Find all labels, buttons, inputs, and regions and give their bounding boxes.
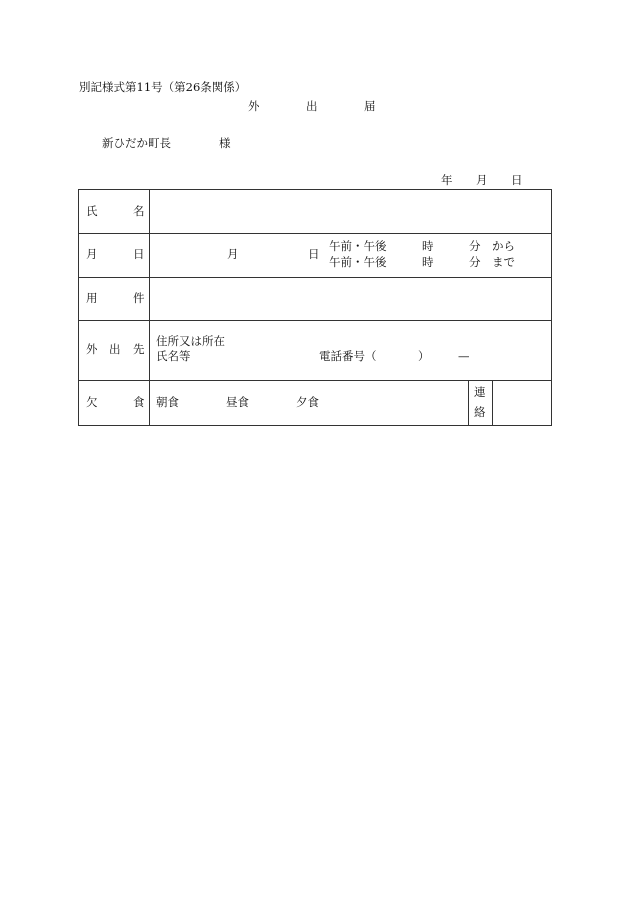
lunch-label: 昼食 [226,395,249,409]
label-purpose [79,278,150,321]
label-date [79,234,150,278]
name-label: 氏名等 [156,349,191,363]
name-field[interactable] [150,190,552,234]
title-char: 出 [306,99,318,113]
row-name [79,190,552,234]
phone-label: 電話番号（ [319,349,377,363]
row-destination [79,321,552,381]
row-meal [79,381,552,426]
label-char: 食 [133,395,145,409]
date-time-field[interactable] [150,234,552,278]
meal-field[interactable] [150,381,469,426]
breakfast-label: 朝食 [156,395,179,409]
honorific: 様 [219,136,231,150]
day-label: 日 [308,247,320,261]
address-label: 住所又は所在 [156,334,225,348]
to-minute-label: 分 [469,255,481,269]
label-char: 日 [133,247,145,261]
label-char: 外 [86,342,98,356]
phone-dash: — [458,349,470,363]
month-label: 月 [227,247,239,261]
label-char: 欠 [86,395,98,409]
destination-field[interactable] [150,321,552,381]
from-ampm: 午前・午後 [329,239,387,253]
contact-label-cell [469,381,493,426]
contact-char: 絡 [474,405,486,419]
row-date [79,234,552,278]
title-char: 外 [248,99,260,113]
phone-paren-close: ） [418,349,430,363]
contact-char: 連 [474,385,486,399]
dinner-label: 夕食 [296,395,319,409]
title-char: 届 [364,99,376,113]
form-number: 別記様式第11号（第26条関係） [79,80,247,94]
from-hour-label: 時 [422,239,434,253]
to-hour-label: 時 [422,255,434,269]
row-purpose [79,278,552,321]
label-name [79,190,150,234]
addressee: 新ひだか町長 [102,136,171,150]
to-suffix: まで [492,255,515,269]
from-suffix: から [492,239,515,253]
label-char: 用 [86,291,98,305]
outing-form-table [78,189,552,426]
label-meal [79,381,150,426]
contact-field[interactable] [493,381,552,426]
to-ampm: 午前・午後 [329,255,387,269]
from-minute-label: 分 [469,239,481,253]
date-year-label: 年 [441,173,453,187]
purpose-field[interactable] [150,278,552,321]
label-char: 件 [133,291,145,305]
label-char: 名 [133,204,145,218]
label-char: 出 [109,342,121,356]
label-char: 氏 [86,204,98,218]
date-day-label: 日 [511,173,523,187]
label-char: 月 [86,247,98,261]
label-char: 先 [133,342,145,356]
label-destination [79,321,150,381]
date-month-label: 月 [476,173,488,187]
